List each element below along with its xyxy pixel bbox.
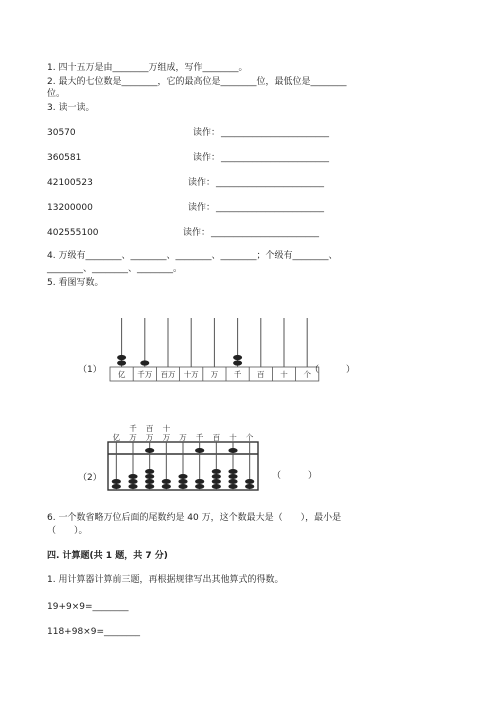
calc-intro: 1. 用计算器计算前三题，再根据规律写出其他算式的得数。 bbox=[47, 575, 284, 585]
place-label: 个 bbox=[245, 433, 254, 442]
place-label: 百 bbox=[145, 424, 154, 433]
calc-item: 118+98×9=________ bbox=[47, 627, 140, 637]
lower-bead bbox=[145, 484, 154, 489]
lower-bead bbox=[145, 479, 154, 484]
place-label: 十 bbox=[229, 433, 237, 442]
question-4-line-2: ________、________、________。 bbox=[47, 264, 183, 274]
place-label: 十 bbox=[162, 424, 171, 433]
read-number: 13200000 bbox=[47, 203, 93, 213]
read-number: 402555100 bbox=[47, 228, 99, 238]
question-2-line-2: 位。 bbox=[47, 89, 66, 99]
lower-bead bbox=[212, 479, 221, 484]
read-label: 读作： bbox=[183, 228, 211, 238]
place-label: 千 bbox=[129, 424, 137, 433]
read-blank: ________________________ bbox=[221, 128, 329, 138]
read-label: 读作： bbox=[193, 153, 221, 163]
read-number: 30570 bbox=[47, 128, 76, 138]
read-label: 读作： bbox=[188, 178, 216, 188]
lower-bead bbox=[178, 474, 187, 479]
abacus-1-label: （1） bbox=[78, 365, 102, 375]
read-label: 读作： bbox=[188, 203, 216, 213]
lower-bead bbox=[112, 479, 121, 484]
question-5-title: 5. 看图写数。 bbox=[47, 278, 104, 288]
question-6-line-1: 6. 一个数省略万位后面的尾数约是 40 万，这个数最大是（ ），最小是 bbox=[47, 513, 342, 523]
lower-bead bbox=[195, 479, 204, 484]
upper-bead bbox=[145, 448, 154, 453]
read-blank: ________________________ bbox=[221, 153, 329, 163]
lower-bead bbox=[228, 479, 237, 484]
question-1: 1. 四十五万是由________万组成，写作________。 bbox=[47, 63, 248, 73]
lower-bead bbox=[162, 479, 171, 484]
place-label: 百 bbox=[257, 370, 265, 379]
read-label: 读作： bbox=[193, 128, 221, 138]
read-blank: ________________________ bbox=[211, 228, 319, 238]
lower-bead bbox=[228, 484, 237, 489]
lower-bead bbox=[228, 474, 237, 479]
lower-bead bbox=[195, 484, 204, 489]
section-4-title: 四. 计算题(共 1 题，共 7 分) bbox=[47, 551, 168, 561]
lower-bead bbox=[178, 484, 187, 489]
place-label: 千 bbox=[195, 433, 204, 442]
lower-bead bbox=[245, 484, 254, 489]
read-blank: ________________________ bbox=[216, 178, 324, 188]
upper-bead bbox=[228, 448, 237, 453]
place-label: 百 bbox=[212, 433, 221, 442]
place-label: 亿 bbox=[117, 370, 126, 379]
lower-bead bbox=[112, 484, 121, 489]
place-label: 万 bbox=[162, 433, 171, 442]
place-label: 万 bbox=[179, 433, 187, 442]
place-label: 万 bbox=[129, 433, 137, 442]
question-2-line-1: 2. 最大的七位数是________，它的最高位是________位，最低位是________ bbox=[47, 77, 347, 87]
lower-bead bbox=[128, 479, 137, 484]
calc-item: 19+9×9=________ bbox=[47, 602, 129, 612]
read-blank: ________________________ bbox=[216, 203, 324, 213]
lower-bead bbox=[212, 469, 221, 474]
lower-bead bbox=[145, 474, 154, 479]
upper-bead bbox=[195, 448, 204, 453]
lower-bead bbox=[128, 484, 137, 489]
place-label: 亿 bbox=[112, 433, 121, 442]
place-label: 千 bbox=[233, 370, 242, 379]
place-label: 百万 bbox=[160, 370, 176, 379]
lower-bead bbox=[212, 474, 221, 479]
lower-bead bbox=[145, 469, 154, 474]
place-label: 千万 bbox=[137, 370, 153, 379]
question-4-line-1: 4. 万级有________、________、________、________；个级有________、 bbox=[47, 251, 338, 261]
abacus-2-answer-blank: （ ） bbox=[272, 471, 318, 481]
lower-bead bbox=[162, 484, 171, 489]
lower-bead bbox=[245, 479, 254, 484]
read-number: 360581 bbox=[47, 153, 82, 163]
question-6-line-2: （ ）。 bbox=[47, 526, 88, 536]
abacus-2-label: （2） bbox=[78, 473, 102, 483]
place-label: 万 bbox=[210, 370, 219, 379]
abacus-1-answer-blank: （ ） bbox=[310, 365, 356, 375]
place-label: 万 bbox=[145, 433, 154, 442]
place-label: 个 bbox=[303, 370, 311, 379]
question-3-title: 3. 读一读。 bbox=[47, 103, 95, 113]
lower-bead bbox=[228, 469, 237, 474]
place-label: 十万 bbox=[183, 370, 199, 379]
place-label: 十 bbox=[280, 370, 288, 379]
read-number: 42100523 bbox=[47, 178, 93, 188]
lower-bead bbox=[128, 474, 137, 479]
lower-bead bbox=[212, 484, 221, 489]
lower-bead bbox=[178, 479, 187, 484]
